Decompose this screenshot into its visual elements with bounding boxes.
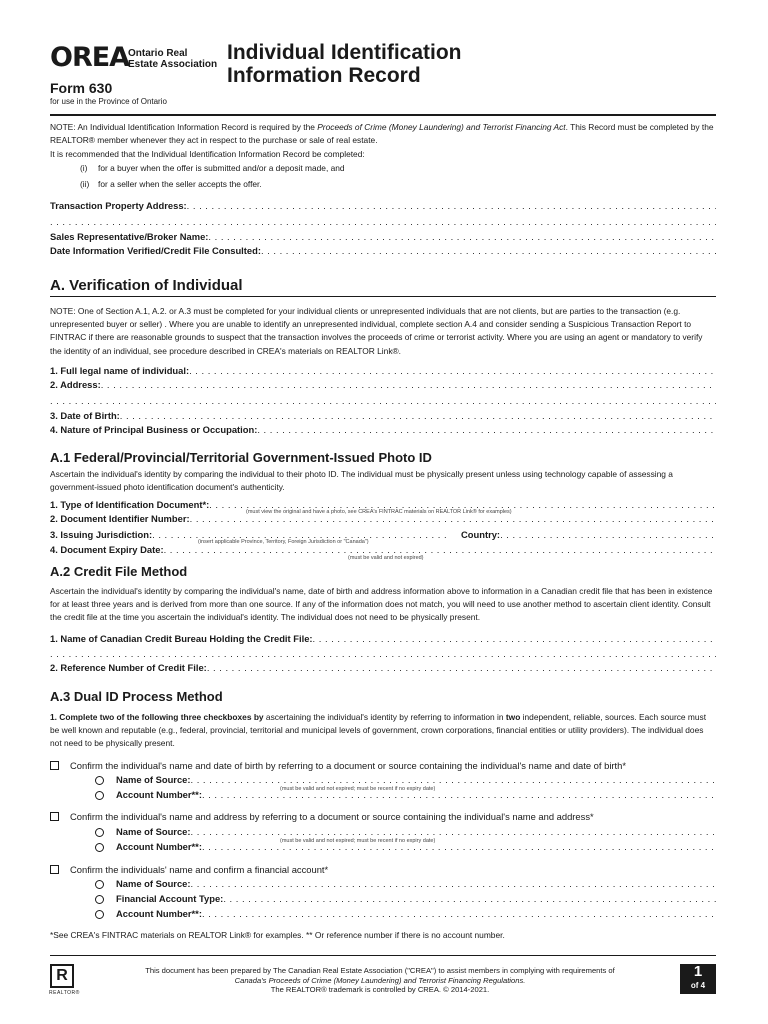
footer-line-2: Canada's Proceeds of Crime (Money Laundering) and Terrorist Financing Regulations. [234, 975, 526, 985]
intro-item-1-number: (i) [80, 163, 88, 173]
form-title: Individual Identification Information Record [227, 41, 462, 87]
transaction-address-field[interactable] [50, 200, 716, 212]
a2-description: Ascertain the individual's identity by comparing the individual's name, date of birth and address information above to information in a Canadian credit file that has been in existence for at least three years and is derived from more than one source. If any of the information does not match, you will need to use another method to ascertain client identity. Consult the credit file at the time you ascertain the individual's identity. The individual does not need to be physically present. [50, 586, 713, 623]
a3-description: 1. Complete two of the following three checkboxes by ascertaining the individual's identity by referring to information in two independent, reliable, sources. Each source must be well known and reputable (e.g., federal, provincial, territorial and municipal levels of government, crown corporations, financial entities or utility providers). The individual does not need to be physically present. [50, 712, 707, 749]
realtor-logo-icon: R [50, 964, 74, 988]
transaction-address-line-2[interactable] [50, 216, 716, 228]
opt3-account-type-label: Financial Account Type: [116, 893, 224, 904]
occupation-label: 4. Nature of Principal Business or Occupation: [50, 424, 258, 435]
id-type-hint: (must view the original and have a photo, see CREA's FINTRAC materials on REALTOR Link® for examples) [246, 509, 512, 515]
checkbox-name-address[interactable] [50, 812, 59, 821]
opt2-source-field[interactable] [95, 826, 716, 838]
opt1-source-field[interactable] [95, 774, 716, 786]
date-verified-label: Date Information Verified/Credit File Consulted: [50, 245, 261, 256]
opt1-account-label: Account Number**: [116, 789, 202, 800]
header-rule [50, 114, 716, 116]
footer-rule [50, 955, 716, 956]
checkbox-name-dob[interactable] [50, 761, 59, 770]
opt3-source-field[interactable] [95, 878, 716, 890]
footer-text [90, 966, 670, 995]
section-a-rule [50, 296, 716, 297]
opt3-source-label: Name of Source: [116, 878, 191, 889]
credit-reference-label: 2. Reference Number of Credit File: [50, 662, 207, 673]
intro-note: NOTE: An Individual Identification Information Record is required by the Proceeds of Crime (Money Laundering) and Terrorist Financing Act. This Record must be completed by the REALTOR® member whenever they act in respect to the purchase or sale of real estate. [50, 122, 714, 146]
option-name-dob[interactable] [50, 760, 730, 771]
address-field[interactable] [50, 379, 716, 391]
checkbox-financial-account[interactable] [50, 865, 59, 874]
intro-item-1: for a buyer when the offer is submitted and/or a deposit made, and [98, 163, 345, 173]
transaction-address-label: Transaction Property Address: [50, 200, 187, 211]
form-number: Form 630 [50, 80, 113, 96]
date-verified-field[interactable] [50, 245, 716, 257]
footer-line-1: This document has been prepared by The Canadian Real Estate Association ("CREA") to assist members in complying with requirements of [145, 966, 615, 975]
footnote: *See CREA's FINTRAC materials on REALTOR Link® for examples. ** Or reference number if there is no account number. [50, 930, 505, 940]
opt1-source-radio[interactable] [95, 776, 104, 785]
expiry-date-label: 4. Document Expiry Date: [50, 544, 164, 555]
section-a-note: NOTE: One of Section A.1, A.2. or A.3 must be completed for your individual clients or unrepresented individuals that are not clients, but are parties to the transaction (e.g. unrepresented buyer or seller) . Where you are unable to identify an unrepresented individual, complete section A.4 and consider sending a Suspicious Transaction Report to FINTRAC if there are reasonable grounds to suspect that the transaction involves the proceeds of crime or terrorist activity. Where you are using an agent or mandatory to verify the identity of an individual, see procedure described in CREA's materials on REALTOR Link®. [50, 306, 703, 356]
occupation-field[interactable] [50, 424, 716, 436]
realtor-wordmark: REALTOR® [49, 990, 80, 996]
jurisdiction-hint: (insert applicable Province, Territory, Foreign Jurisdiction or "Canada") [198, 539, 369, 545]
option-name-address-text: Confirm the individual's name and address by referring to a document or source containing the individual's name and address* [70, 811, 594, 822]
option-name-dob-text: Confirm the individual's name and date of birth by referring to a document or source containing the individual's name and date of birth* [70, 760, 626, 771]
country-label: Country: [461, 529, 501, 540]
option-financial-account[interactable] [50, 864, 730, 875]
opt3-account-radio[interactable] [95, 910, 104, 919]
opt3-account-label: Account Number**: [116, 908, 202, 919]
opt1-account-hint: (must be valid and not expired; must be recent if no expiry date) [280, 786, 436, 792]
sales-rep-field[interactable] [50, 231, 716, 243]
intro-item-2-number: (ii) [80, 179, 90, 189]
page-number: 1 [693, 963, 703, 980]
page-total: of 4 [690, 981, 706, 990]
expiry-date-hint: (must be valid and not expired) [348, 555, 424, 561]
opt3-account-type-field[interactable] [95, 893, 716, 905]
opt1-source-label: Name of Source: [116, 774, 191, 785]
full-name-field[interactable] [50, 365, 716, 377]
credit-bureau-line-2[interactable] [50, 648, 716, 660]
opt2-account-radio[interactable] [95, 843, 104, 852]
option-financial-account-text: Confirm the individuals' name and confirm a financial account* [70, 864, 329, 875]
intro-recommend: It is recommended that the Individual Identification Information Record be completed: [50, 149, 365, 159]
opt3-account-type-radio[interactable] [95, 895, 104, 904]
date-of-birth-field[interactable] [50, 410, 716, 422]
credit-bureau-label: 1. Name of Canadian Credit Bureau Holding the Credit File: [50, 633, 313, 644]
a3-title: A.3 Dual ID Process Method [50, 689, 223, 704]
credit-reference-field[interactable] [50, 662, 716, 674]
a1-title: A.1 Federal/Provincial/Territorial Government-Issued Photo ID [50, 450, 432, 465]
document-number-field[interactable] [50, 513, 716, 525]
address-line-2[interactable] [50, 395, 716, 407]
opt2-source-label: Name of Source: [116, 826, 191, 837]
intro-item-2: for a seller when the seller accepts the offer. [98, 179, 262, 189]
opt2-account-label: Account Number**: [116, 841, 202, 852]
issuing-jurisdiction-label: 3. Issuing Jurisdiction: [50, 529, 153, 540]
id-type-label: 1. Type of Identification Document*: [50, 499, 210, 510]
opt2-account-hint: (must be valid and not expired; must be recent if no expiry date) [280, 838, 436, 844]
section-a-title: A. Verification of Individual [50, 277, 243, 294]
country-field[interactable] [461, 529, 716, 541]
option-name-address[interactable] [50, 811, 730, 822]
a2-title: A.2 Credit File Method [50, 564, 188, 579]
full-name-label: 1. Full legal name of individual: [50, 365, 190, 376]
opt2-source-radio[interactable] [95, 828, 104, 837]
opt1-account-radio[interactable] [95, 791, 104, 800]
credit-bureau-field[interactable] [50, 633, 716, 645]
sales-rep-label: Sales Representative/Broker Name: [50, 231, 209, 242]
page-indicator [680, 964, 716, 994]
orea-logo: OREA [50, 42, 130, 73]
form-subtitle: for use in the Province of Ontario [50, 97, 167, 106]
opt3-account-field[interactable] [95, 908, 716, 920]
address-label: 2. Address: [50, 379, 101, 390]
document-number-label: 2. Document Identifier Number: [50, 513, 190, 524]
date-of-birth-label: 3. Date of Birth: [50, 410, 120, 421]
a1-description: Ascertain the individual's identity by comparing the individual to their photo ID. The individual must be physically present unless using technology capable of assessing a government-issued photo identification document's authenticity. [50, 469, 673, 493]
opt3-source-radio[interactable] [95, 880, 104, 889]
footer-line-3: The REALTOR® trademark is controlled by CREA. © 2014-2021. [270, 985, 490, 994]
association-name: Ontario Real Estate Association [128, 48, 218, 70]
